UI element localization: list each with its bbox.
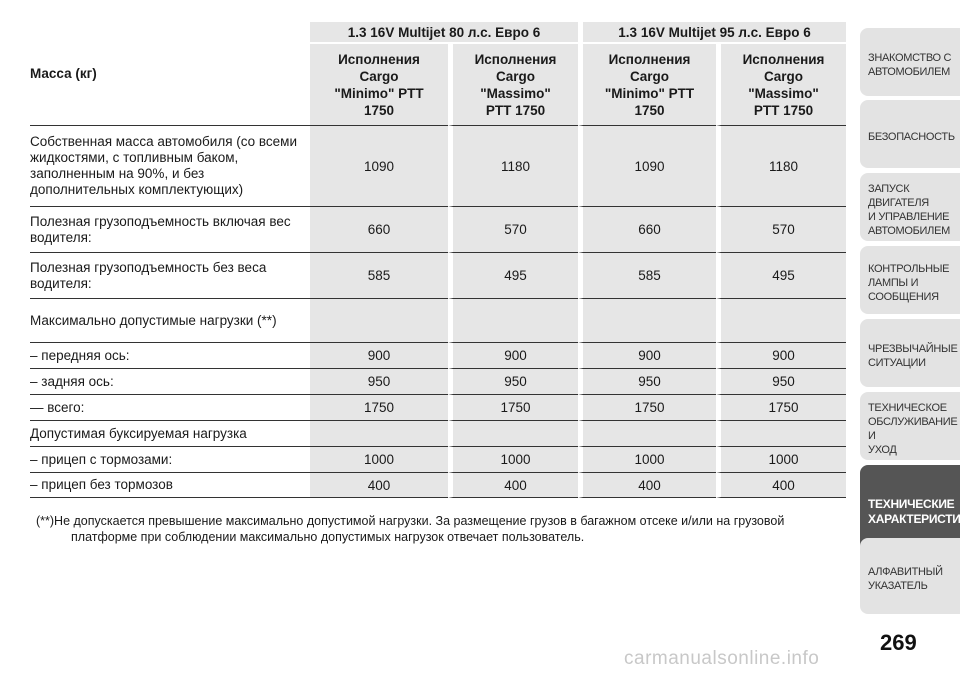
row-value: 1750 xyxy=(448,394,578,420)
row-label: – прицеп без тормозов xyxy=(30,472,310,498)
table-row xyxy=(30,206,846,252)
nav-tab[interactable] xyxy=(860,100,960,168)
table-row xyxy=(30,472,846,498)
row-value: 1180 xyxy=(716,126,846,206)
row-value: 1180 xyxy=(448,126,578,206)
table-row xyxy=(30,298,846,342)
nav-tab[interactable] xyxy=(860,246,960,314)
nav-tab[interactable] xyxy=(860,392,960,460)
watermark: carmanualsonline.info xyxy=(624,648,820,669)
nav-tab-label: КОНТРОЛЬНЫЕ ЛАМПЫ И СООБЩЕНИЯ xyxy=(868,263,950,303)
mass-table xyxy=(30,22,846,498)
row-value xyxy=(448,298,578,342)
nav-tab-label: АЛФАВИТНЫЙ УКАЗАТЕЛЬ xyxy=(868,566,943,592)
row-value: 570 xyxy=(448,206,578,252)
table-row xyxy=(30,394,846,420)
nav-tab-label: ЗНАКОМСТВО С АВТОМОБИЛЕМ xyxy=(868,52,952,78)
nav-tab[interactable] xyxy=(860,173,960,241)
row-value: 1090 xyxy=(310,126,448,206)
row-label: Полезная грузоподъемность включая вес водителя: xyxy=(30,206,310,252)
table-row xyxy=(30,342,846,368)
variant-header-4: Исполнения Cargo "Massimo" PTT 1750 xyxy=(716,44,846,126)
row-value: 950 xyxy=(578,368,716,394)
row-value: 570 xyxy=(716,206,846,252)
row-value: 1750 xyxy=(310,394,448,420)
row-label: Собственная масса автомобиля (со всеми жидкостями, с топливным баком, заполненным на 90%, и без дополнительных комплектующих) xyxy=(30,134,298,197)
mass-header: Масса (кг) xyxy=(30,22,310,126)
row-value: 1090 xyxy=(578,126,716,206)
table-row xyxy=(30,446,846,472)
row-value: 1000 xyxy=(716,446,846,472)
table-row xyxy=(30,126,846,206)
row-value xyxy=(310,298,448,342)
row-value: 950 xyxy=(716,368,846,394)
row-value: 400 xyxy=(578,472,716,498)
row-value: 950 xyxy=(310,368,448,394)
footnote-line-2: платформе при соблюдении максимально допустимых нагрузок отвечает пользователь. xyxy=(71,530,585,544)
nav-tab[interactable] xyxy=(860,28,960,96)
row-value: 1750 xyxy=(578,394,716,420)
row-value: 495 xyxy=(716,252,846,298)
page-number: 269 xyxy=(880,630,917,655)
row-value: 1000 xyxy=(310,446,448,472)
row-label: – задняя ось: xyxy=(30,368,310,394)
row-value: 585 xyxy=(578,252,716,298)
row-label: Допустимая буксируемая нагрузка xyxy=(30,420,310,446)
engine-header-95: 1.3 16V Multijet 95 л.с. Евро 6 xyxy=(578,22,846,44)
row-value xyxy=(578,420,716,446)
variant-header-1: Исполнения Cargo "Minimo" PTT 1750 xyxy=(310,44,448,126)
row-value: 660 xyxy=(578,206,716,252)
nav-tab[interactable] xyxy=(860,538,960,614)
row-value xyxy=(310,420,448,446)
nav-tab-label: ЗАПУСК ДВИГАТЕЛЯ И УПРАВЛЕНИЕ АВТОМОБИЛЕМ xyxy=(868,183,950,237)
variant-header-3: Исполнения Cargo "Minimo" PTT 1750 xyxy=(578,44,716,126)
row-value: 900 xyxy=(716,342,846,368)
row-label: – передняя ось: xyxy=(30,342,310,368)
row-label: – прицеп с тормозами: xyxy=(30,446,310,472)
row-value xyxy=(716,298,846,342)
row-value xyxy=(448,420,578,446)
row-label: — всего: xyxy=(30,394,310,420)
row-value: 950 xyxy=(448,368,578,394)
nav-tab-label: ТЕХНИЧЕСКИЕ ХАРАКТЕРИСТИКИ xyxy=(868,497,976,526)
row-label: Полезная грузоподъемность без веса водителя: xyxy=(30,252,310,298)
row-value: 400 xyxy=(310,472,448,498)
row-value: 1000 xyxy=(578,446,716,472)
footnote xyxy=(36,513,848,545)
footnote-line-1: (**)Не допускается превышение максимально допустимой нагрузки. За размещение грузов в багажном отсеке и/или на грузовой xyxy=(36,514,785,528)
row-value: 400 xyxy=(448,472,578,498)
row-value: 1000 xyxy=(448,446,578,472)
row-value: 585 xyxy=(310,252,448,298)
variant-header-2: Исполнения Cargo "Massimo" PTT 1750 xyxy=(448,44,578,126)
row-value xyxy=(578,298,716,342)
table-row xyxy=(30,252,846,298)
engine-header-80: 1.3 16V Multijet 80 л.с. Евро 6 xyxy=(310,22,578,44)
row-value: 900 xyxy=(448,342,578,368)
nav-tab-label: ЧРЕЗВЫЧАЙНЫЕ СИТУАЦИИ xyxy=(868,343,958,369)
row-value: 495 xyxy=(448,252,578,298)
table-row xyxy=(30,420,846,446)
row-value: 1750 xyxy=(716,394,846,420)
nav-tab[interactable] xyxy=(860,319,960,387)
nav-tab-label: БЕЗОПАСНОСТЬ xyxy=(868,131,955,143)
row-value: 400 xyxy=(716,472,846,498)
table-row xyxy=(30,368,846,394)
nav-tab-label: ТЕХНИЧЕСКОЕ ОБСЛУЖИВАНИЕ И УХОД xyxy=(868,402,958,456)
row-value: 660 xyxy=(310,206,448,252)
row-label: Максимально допустимые нагрузки (**) xyxy=(30,298,310,342)
row-value xyxy=(716,420,846,446)
row-value: 900 xyxy=(578,342,716,368)
engine-header-row xyxy=(30,22,846,44)
row-value: 900 xyxy=(310,342,448,368)
